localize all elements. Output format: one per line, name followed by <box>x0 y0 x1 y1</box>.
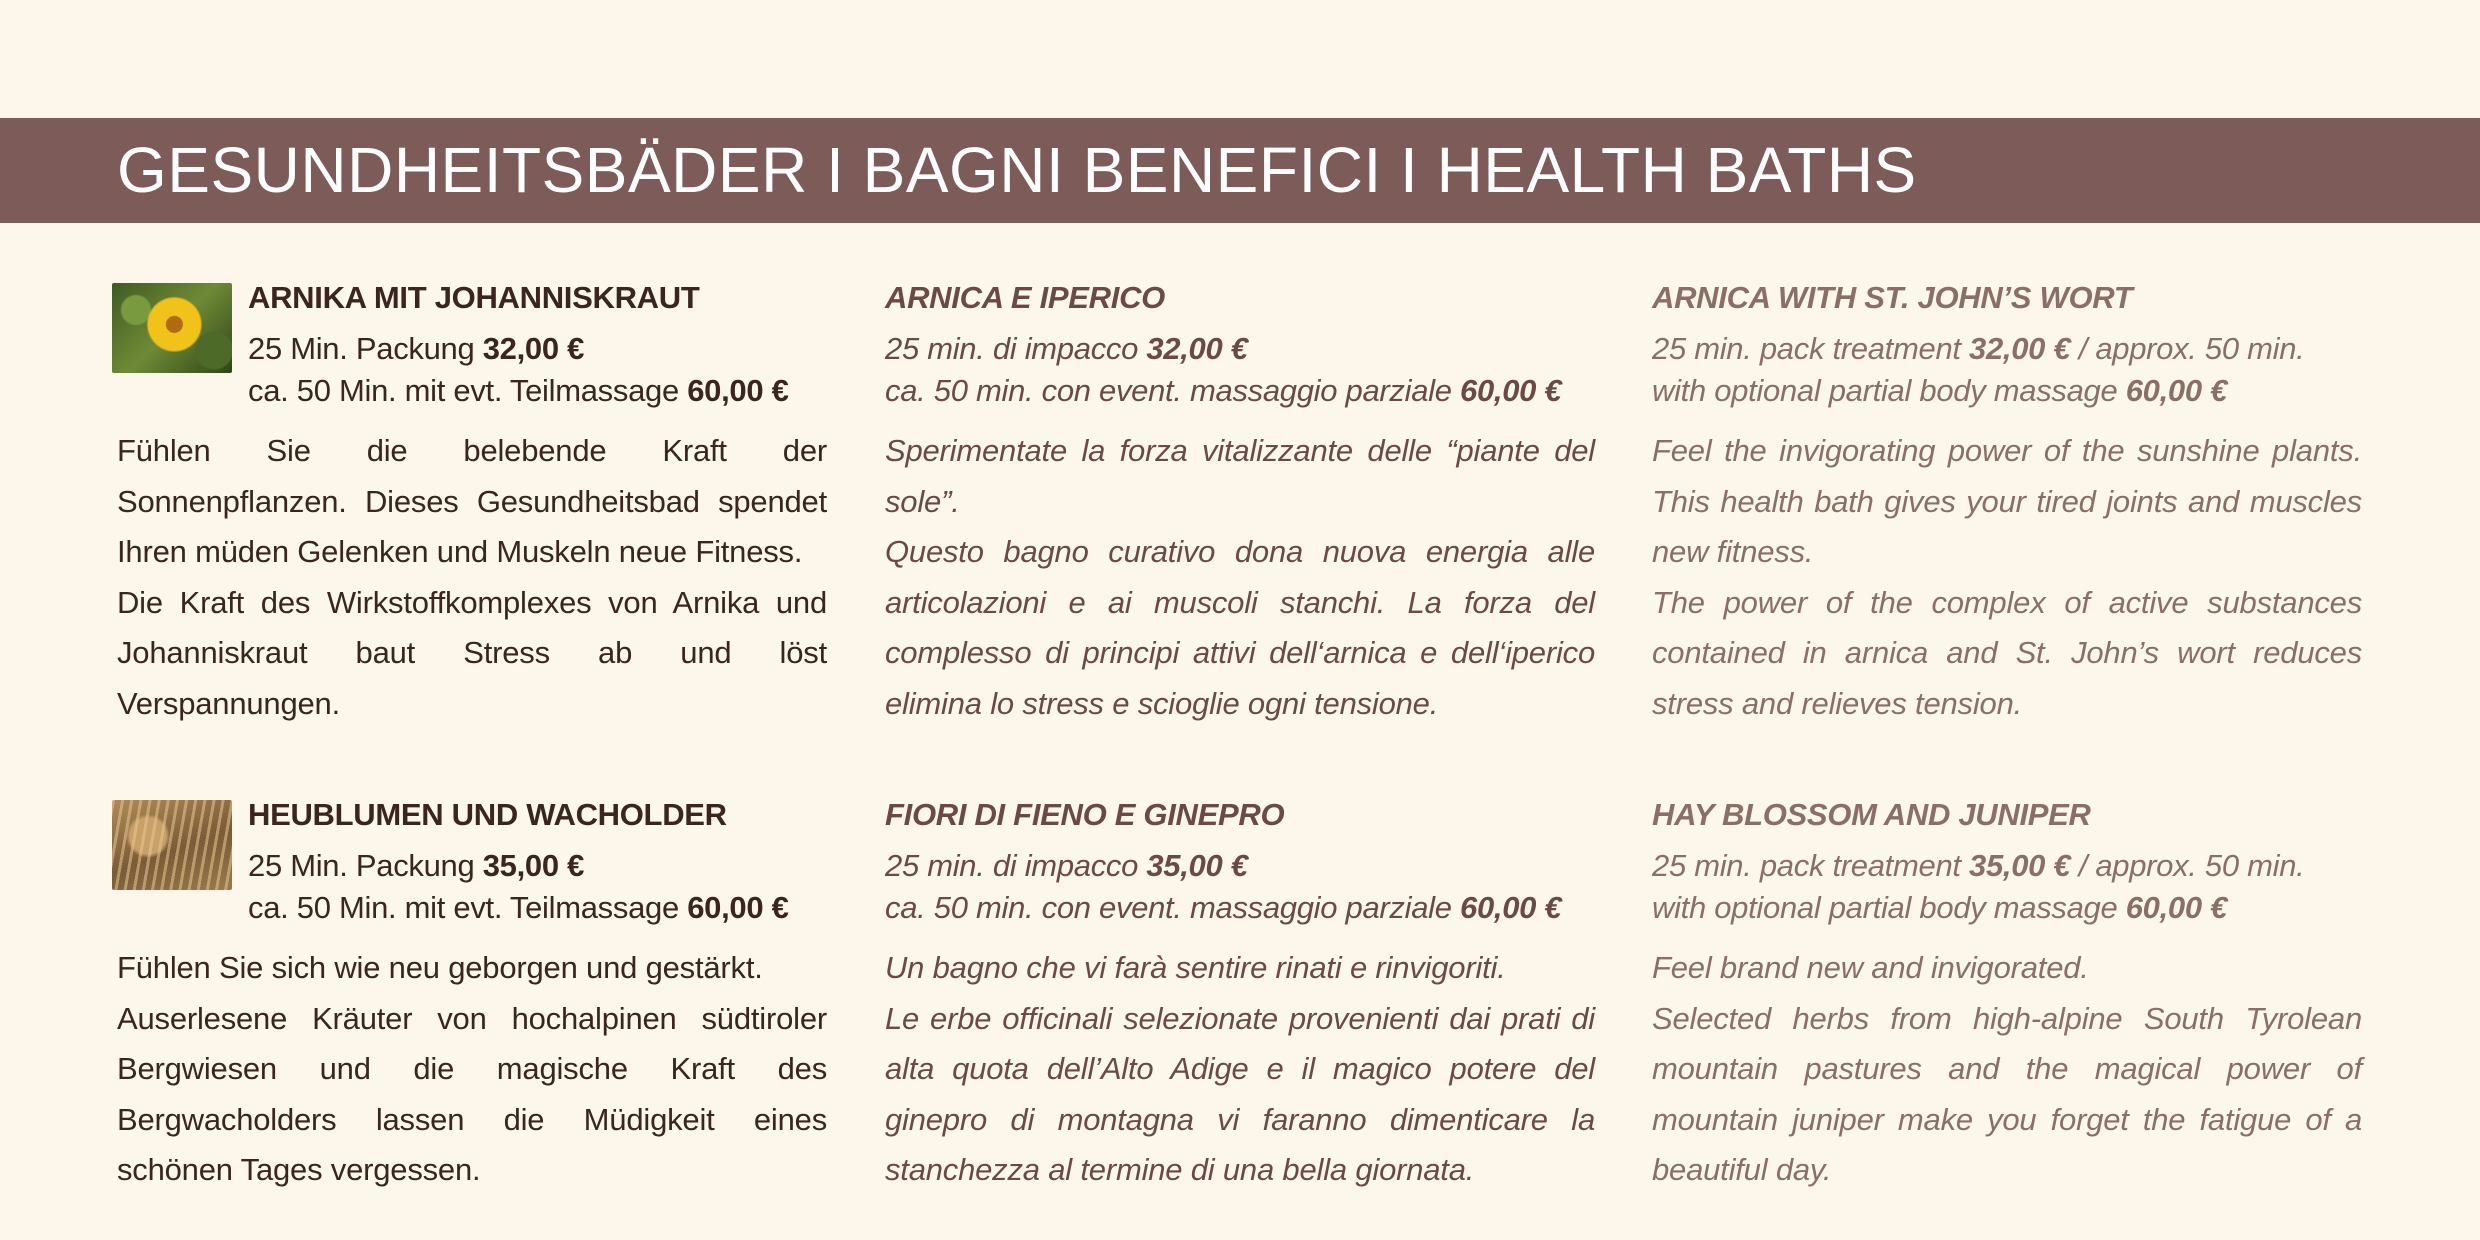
paragraph: Questo bagno curativo dona nuova energia alle articolazioni e ai muscoli stanchi. La forza del complesso di principi attivi dell‘arnica e dell‘iperico elimina lo stress e scioglie ogni tensione. <box>885 534 1595 721</box>
price-line <box>885 328 1595 370</box>
price-suffix: / approx. 50 min. <box>2070 848 2305 883</box>
price-label: 25 min. pack treatment <box>1652 331 1970 366</box>
price-label: 25 min. di impacco <box>885 331 1147 366</box>
price-value: 32,00 € <box>482 331 585 366</box>
item-title: ARNIKA MIT JOHANNISKRAUT <box>248 280 700 315</box>
item-title: FIORI DI FIENO E GINEPRO <box>885 797 1285 832</box>
price-label: ca. 50 Min. mit evt. Teilmassage <box>248 373 688 408</box>
price-line <box>885 845 1595 887</box>
price-label: 25 Min. Packung <box>248 331 483 366</box>
item-title: HAY BLOSSOM AND JUNIPER <box>1652 797 2091 832</box>
paragraph: Selected herbs from high-alpine South Tyrolean mountain pastures and the magical power of mountain juniper make you forget the fatigue of a beautiful day. <box>1652 1000 2362 1187</box>
section-hay-de <box>117 789 827 1196</box>
price-label: 25 Min. Packung <box>248 848 483 883</box>
section-arnica-en <box>1652 272 2362 729</box>
price-label: ca. 50 min. con event. massaggio parziale <box>885 373 1460 408</box>
item-title: ARNICA WITH ST. JOHN’S WORT <box>1652 280 2133 315</box>
price-value: 35,00 € <box>1146 848 1248 883</box>
price-value: 35,00 € <box>482 848 585 883</box>
paragraph: Fühlen Sie sich wie neu geborgen und gestärkt. <box>117 950 763 985</box>
price-value: 60,00 € <box>687 373 789 408</box>
price-label: 25 min. pack treatment <box>1652 848 1970 883</box>
price-line <box>248 887 827 929</box>
paragraph: Sperimentate la forza vitalizzante delle “piante del sole”. <box>885 433 1595 519</box>
section-hay-en <box>1652 789 2362 1196</box>
page-title: GESUNDHEITSBÄDER I BAGNI BENEFICI I HEALTH BATHS <box>117 134 1917 206</box>
price-line <box>248 328 827 370</box>
price-line <box>885 887 1595 929</box>
price-value: 60,00 € <box>2125 890 2228 925</box>
price-value: 32,00 € <box>1146 331 1248 366</box>
price-value: 60,00 € <box>2125 373 2228 408</box>
item-header <box>1652 278 2362 412</box>
price-line <box>1652 328 2362 370</box>
item-header <box>1652 795 2362 929</box>
price-suffix: / approx. 50 min. <box>2070 331 2305 366</box>
paragraph: Feel brand new and invigorated. <box>1652 950 2089 985</box>
item-description <box>117 943 827 1196</box>
price-label: with optional partial body massage <box>1652 890 2126 925</box>
item-header <box>117 795 827 929</box>
item-header <box>885 278 1595 412</box>
hay-blossom-photo <box>112 800 232 890</box>
item-description <box>1652 943 2362 1196</box>
price-value: 35,00 € <box>1969 848 2071 883</box>
price-line <box>1652 370 2362 412</box>
price-value: 60,00 € <box>1460 373 1562 408</box>
paragraph: Auserlesene Kräuter von hochalpinen südtiroler Bergwiesen und die magische Kraft des Bergwacholders lassen die Müdigkeit eines schönen Tages vergessen. <box>117 1000 827 1187</box>
paragraph: Un bagno che vi farà sentire rinati e rinvigoriti. <box>885 950 1506 985</box>
item-header <box>885 795 1595 929</box>
section-arnica-de <box>117 272 827 729</box>
paragraph: The power of the complex of active substances contained in arnica and St. John’s wort reduces stress and relieves tension. <box>1652 584 2362 721</box>
paragraph: Feel the invigorating power of the sunshine plants. This health bath gives your tired joints and muscles new fitness. <box>1652 433 2362 569</box>
paragraph: Fühlen Sie die belebende Kraft der Sonnenpflanzen. Dieses Gesundheitsbad spendet Ihren müden Gelenken und Muskeln neue Fitness. <box>117 433 827 569</box>
price-line <box>248 370 827 412</box>
item-description <box>885 943 1595 1196</box>
price-line <box>248 845 827 887</box>
paragraph: Die Kraft des Wirkstoffkomplexes von Arnika und Johanniskraut baut Stress ab und löst Verspannungen. <box>117 584 827 721</box>
price-label: 25 min. di impacco <box>885 848 1147 883</box>
item-header <box>117 278 827 412</box>
item-title: HEUBLUMEN UND WACHOLDER <box>248 797 727 832</box>
price-line <box>885 370 1595 412</box>
item-description <box>1652 426 2362 729</box>
price-label: with optional partial body massage <box>1652 373 2126 408</box>
price-label: ca. 50 min. con event. massaggio parziale <box>885 890 1460 925</box>
item-title: ARNICA E IPERICO <box>885 280 1165 315</box>
price-line <box>1652 845 2362 887</box>
item-description <box>117 426 827 729</box>
section-hay-it <box>885 789 1595 1196</box>
price-value: 32,00 € <box>1969 331 2071 366</box>
price-line <box>1652 887 2362 929</box>
price-value: 60,00 € <box>687 890 789 925</box>
header-banner <box>0 118 2480 223</box>
price-value: 60,00 € <box>1460 890 1562 925</box>
section-arnica-it <box>885 272 1595 729</box>
price-label: ca. 50 Min. mit evt. Teilmassage <box>248 890 688 925</box>
arnica-flower-photo <box>112 283 232 373</box>
paragraph: Le erbe officinali selezionate provenienti dai prati di alta quota dell’Alto Adige e il magico potere del ginepro di montagna vi faranno dimenticare la stanchezza al termine di una bella giornata. <box>885 1000 1595 1187</box>
item-description <box>885 426 1595 729</box>
